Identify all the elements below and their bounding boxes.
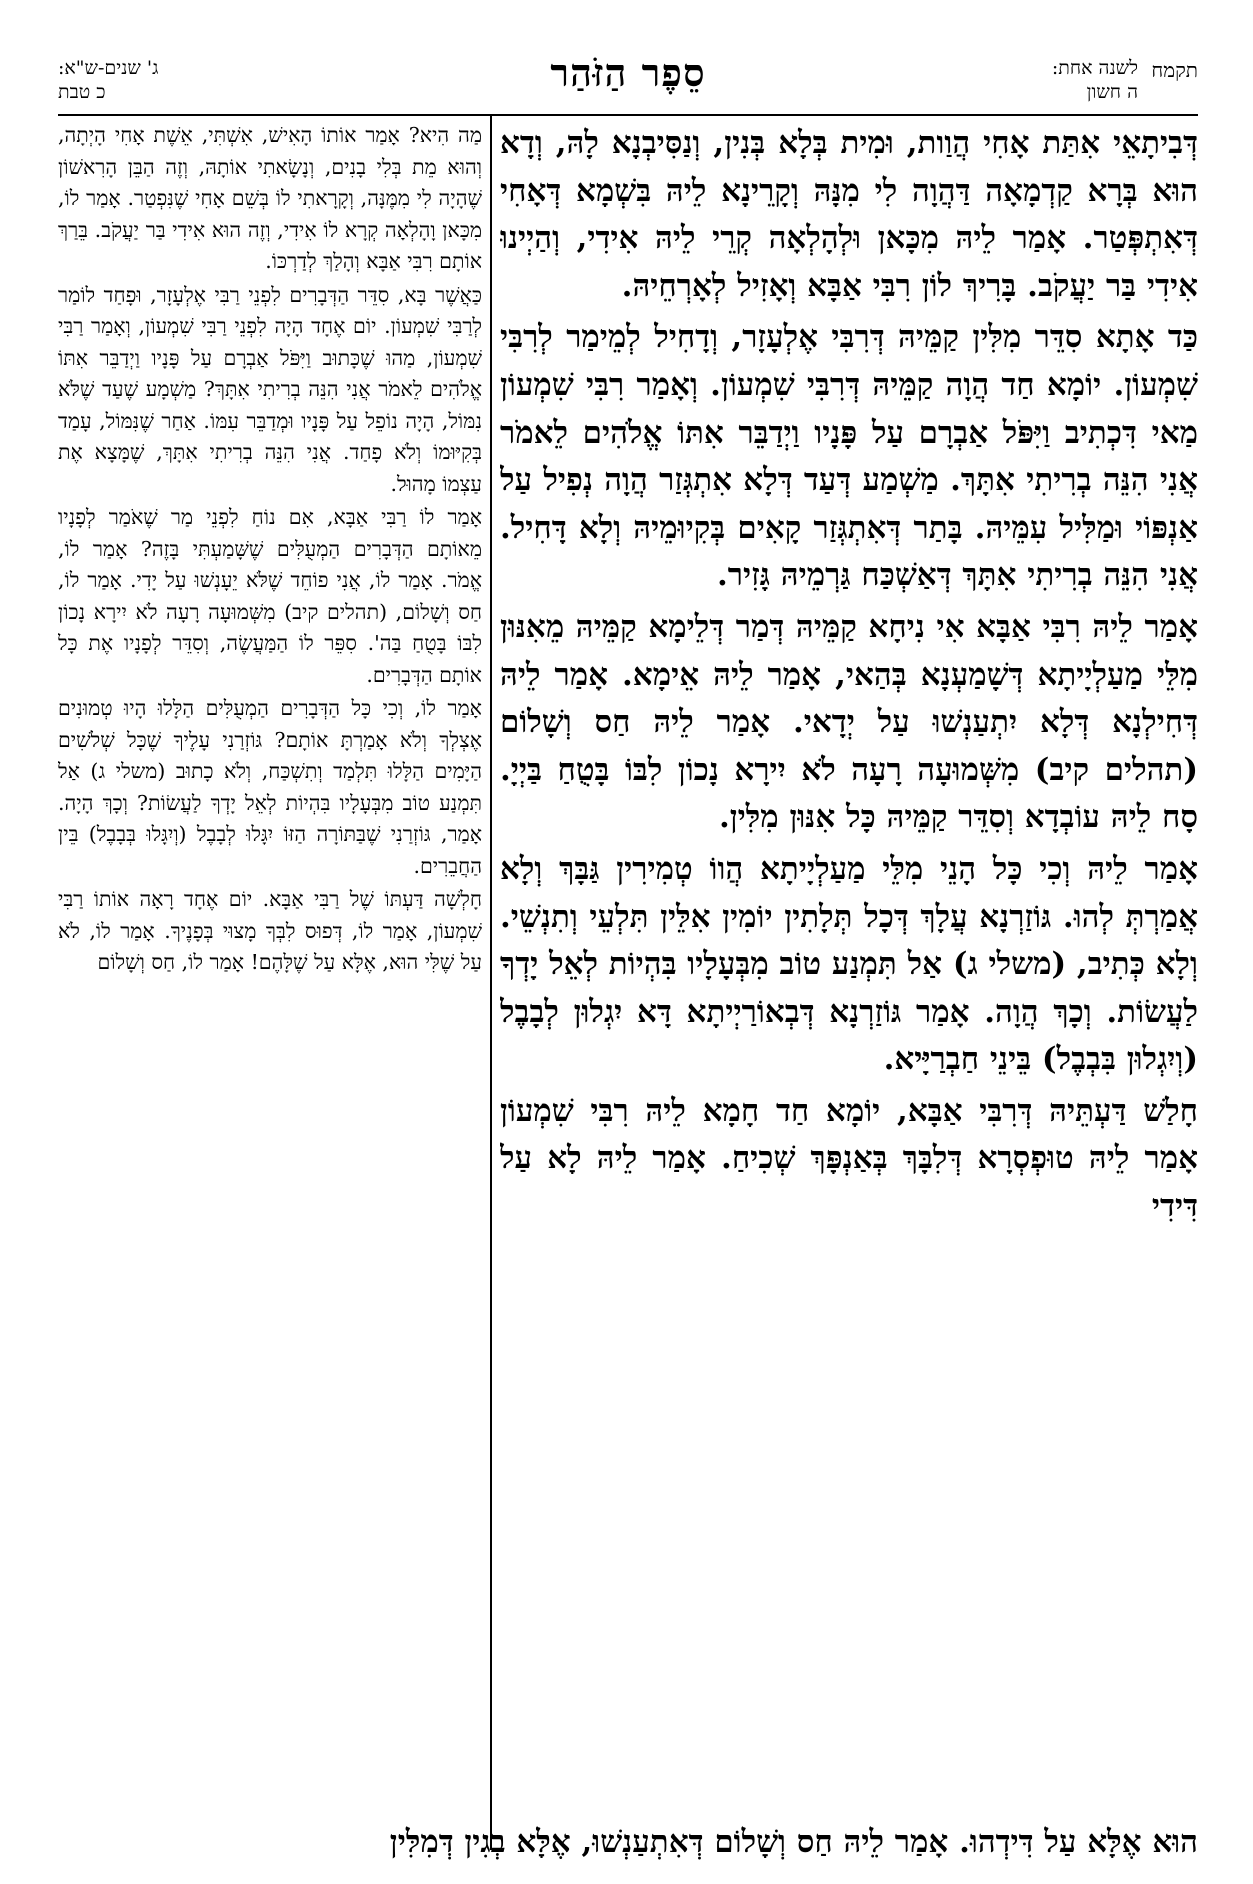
main-paragraph: חָלַשׁ דַּעְתֵּיהּ דְּרִבִּי אַבָּא, יוֹמָא חַד חָמָא לֵיהּ רִבִּי שִׁמְעוֹן אָמַר לֵיהּ טוּפְסְרָא דְּלִבָּךְ בְּאַנְפָּךְ שְׁכִיחַ. אָמַר לֵיהּ לָא עַל דִּידִי — [500, 1092, 1198, 1225]
side-paragraph: מַה הִיא? אָמַר אוֹתוֹ הָאִישׁ, אִשְׁתִּי, אֵשֶׁת אָחִי הָיְתָה, וְהוּא מֵת בְּלִי בָנִים, וְנָשָׂאתִי אוֹתָהּ, וְזֶה הַבֵּן הָרִאשׁוֹן שֶׁהָיָה לִי מִמֶּנָּה, וְקָרָאתִי לוֹ בְּשֵׁם אָחִי שֶׁנִּפְטַר. אָמַר לוֹ, מִכָּאן וָהָלְאָה קְרָא לוֹ אִידִי, וְזֶה הוּא אִידִי בַּר יַעֲקֹב. בֵּרַךְ אוֹתָם רִבִּי אַבָּא וְהָלַךְ לְדַרְכּוֹ. — [58, 123, 482, 273]
continuation-line: הוּא אֶלָּא עַל דִּידְהוּ. אָמַר לֵיהּ חַס וְשָׁלוֹם דְּאִתְעַנְשׁוּ, אֶלָּא בְגִין דְּמִלִּין — [389, 1824, 1198, 1860]
main-paragraph: אָמַר לֵיהּ וְכִי כָּל הָנֵי מִלֵּי מַעַלְיָיתָא הֲווֹ טְמִירִין גַּבָּךְ וְלָא אֲמַרְתְּ לְהוּ. גּוֹזַרְנָא עֲלָךְ דְּכָל תְּלָתִין יוֹמִין אִלֵּין תִּלְעֵי וְתִנְשֵׁי. וְלָא כְּתִיב, (משלי ג) אַל תִּמְנַע טוֹב מִבְּעָלָיו בִּהְיוֹת לְאֵל יָדְךָ לַעֲשׂוֹת. וְכָךְ הֲוָה. אָמַר גּוֹזַרְנָא דְּבְאוֹרַיְיתָא דָּא יִגְלוּן לְבָבֶל (וְיִגְלוּן בִּבְבֶל) בֵּינֵי חַבְרַיָּיא. — [500, 850, 1198, 1078]
hebrew-translation-column — [58, 120, 482, 1840]
schedule-date-three-years: כ טבת — [58, 81, 106, 103]
study-schedule-three-years — [58, 56, 158, 104]
header-divider — [58, 114, 1198, 116]
aramaic-text-column — [500, 120, 1198, 1820]
side-paragraph: כַּאֲשֶׁר בָּא, סִדֵּר הַדְּבָרִים לִפְנֵי רַבִּי אֶלְעָזָר, וּפָחַד לוֹמַר לְרַבִּי שִׁמְעוֹן. יוֹם אֶחָד הָיָה לִפְנֵי רַבִּי שִׁמְעוֹן, וְאָמַר רַבִּי שִׁמְעוֹן, מַהוּ שֶׁכָּתוּב וַיִּפֹּל אַבְרָם עַל פָּנָיו וַיְדַבֵּר אִתּוֹ אֱלֹהִים לֵאמֹר אֲנִי הִנֵּה בְרִיתִי אִתָּךְ? מַשְׁמָע שֶׁעַד שֶׁלֹּא נִמּוֹל, הָיָה נוֹפֵל עַל פָּנָיו וּמְדַבֵּר עִמּוֹ. אַחַר שֶׁנִּמּוֹל, עָמַד בְּקִיּוּמוֹ וְלֹא פָחַד. אֲנִי הִנֵּה בְרִיתִי אִתָּךְ, שֶׁמָּצָא אֶת עַצְמוֹ מָהוּל. — [58, 282, 482, 496]
page-header — [58, 50, 1198, 114]
main-paragraph: אָמַר לֵיהּ רִבִּי אַבָּא אִי נִיחָא קַמֵּיהּ דְּמַר דְּלֵימָא קַמֵּיהּ מֵאִנּוּן מִלֵּי מַעַלְיָיתָא דְּשָׁמַעְנָא בְּהַאי, אָמַר לֵיהּ אֵימָא. אָמַר לֵיהּ דְּחִילְנָא דְּלָא יִתְעַנְשׁוּ עַל יְדָאי. אָמַר לֵיהּ חַס וְשָׁלוֹם (תהלים קיב) מִשְּׁמוּעָה רָעָה לֹא יִירָא נָכוֹן לִבּוֹ בָּטֻחַ בַּיְיָ. סָח לֵיהּ עוֹבְדָא וְסִדֵּר קַמֵּיהּ כָּל אִנּוּן מִלִּין. — [500, 608, 1198, 836]
page-number: תקמח — [1151, 58, 1198, 82]
main-paragraph: דְּבִיתָאֵי אִתַּת אָחִי הֲוַות, וּמִית בְּלָא בְּנִין, וְנַסִּיבְנָא לָהּ, וְדָא הוּא בְּרָא קַדְמָאָה דַּהֲוָה לִי מִנָּהּ וְקָרֵינָא לֵיהּ בִּשְׁמָא דְּאָחִי דְּאִתְפְּטַר. אָמַר לֵיהּ מִכָּאן וּלְהָלְאָה קְרֵי לֵיהּ אִידִי, וְהַיְינוּ אִידִי בַּר יַעֲקֹב. בָּרִיךְ לוֹן רִבִּי אַבָּא וְאָזִיל לְאָרְחֵיהּ. — [500, 125, 1198, 304]
side-paragraph: חָלְשָׁה דַּעְתּוֹ שֶׁל רַבִּי אַבָּא. יוֹם אֶחָד רָאָה אוֹתוֹ רַבִּי שִׁמְעוֹן, אָמַר לוֹ, דְּפוּס לִבְּךָ מָצוּי בְּפָנֶיךָ. אָמַר לוֹ, לֹא עַל שֶׁלִּי הוּא, אֶלָּא עַל שֶׁלָּהֶם! אָמַר לוֹ, חַס וְשָׁלוֹם — [58, 887, 482, 974]
book-title: סֵפֶר הַזֹּהַר — [550, 50, 706, 95]
column-divider — [490, 116, 492, 1850]
schedule-date-one-year: ה חשון — [1086, 81, 1138, 103]
side-paragraph: אָמַר לוֹ רַבִּי אַבָּא, אִם נוֹחַ לִפְנֵי מַר שֶׁאֹמַר לְפָנָיו מֵאוֹתָם הַדְּבָרִים הַמְעֻלִּים שֶׁשָּׁמַעְתִּי בָּזֶה? אָמַר לוֹ, אֱמֹר. אָמַר לוֹ, אֲנִי פוֹחֵד שֶׁלֹּא יֵעָנְשׁוּ עַל יָדִי. אָמַר לוֹ, חַס וְשָׁלוֹם, (תהלים קיב) מִשְּׁמוּעָה רָעָה לֹא יִירָא נָכוֹן לִבּוֹ בָּטֻחַ בַּה'. סִפֵּר לוֹ הַמַּעֲשֶׂה, וְסִדֵּר לְפָנָיו אֶת כָּל אוֹתָם הַדְּבָרִים. — [58, 505, 482, 687]
schedule-label-three-years: ג' שנים-ש"א: — [58, 57, 159, 79]
schedule-label-one-year: לשנה אחת: — [1051, 57, 1138, 79]
main-paragraph: כַּד אָתָא סִדֵּר מִלִּין קַמֵּיהּ דְּרִבִּי אֶלְעָזָר, וְדָחִיל לְמֵימַר לְרִבִּי שִׁמְעוֹן. יוֹמָא חַד הֲוָה קַמֵּיהּ דְּרִבִּי שִׁמְעוֹן. וְאָמַר רִבִּי שִׁמְעוֹן מַאי דִּכְתִיב וַיִּפֹּל אַבְרָם עַל פָּנָיו וַיְדַבֵּר אִתּוֹ אֱלֹהִים לֵאמֹר אֲנִי הִנֵּה בְרִיתִי אִתָּךְ. מַשְׁמַע דְּעַד דְּלָא אִתְגְּזַר הֲוָה נְפִיל עַל אַנְפּוֹי וּמַלִּיל עִמֵּיהּ. בָּתַר דְּאִתְגְּזַר קָאִים בְּקִיוּמֵיהּ וְלָא דָּחִיל. אֲנִי הִנֵּה בְרִיתִי אִתָּךְ דְּאַשְׁכַּח גַּרְמֵיהּ גָּזִיר. — [500, 319, 1198, 594]
side-paragraph: אָמַר לוֹ, וְכִי כָּל הַדְּבָרִים הַמְעֻלִּים הַלָּלוּ הָיוּ טְמוּנִים אֶצְלְךָ וְלֹא אָמַרְתָּ אוֹתָם? גּוֹזְרַנִי עָלֶיךָ שֶׁכָּל שְׁלֹשִׁים הַיָּמִים הַלָּלוּ תִּלְמַד וְתִשְׁכַּח, וְלֹא כָתוּב (משלי ג) אַל תִּמְנַע טוֹב מִבְּעָלָיו בִּהְיוֹת לְאֵל יָדְךָ לַעֲשׂוֹת? וְכָךְ הָיָה. אָמַר, גּוֹזְרַנִי שֶׁבַּתּוֹרָה הַזּוֹ יִגָּלוּ לְבָבֶל (וְיִגָּלוּ בְּבָבֶל) בֵּין הַחֲבֵרִים. — [58, 696, 482, 878]
